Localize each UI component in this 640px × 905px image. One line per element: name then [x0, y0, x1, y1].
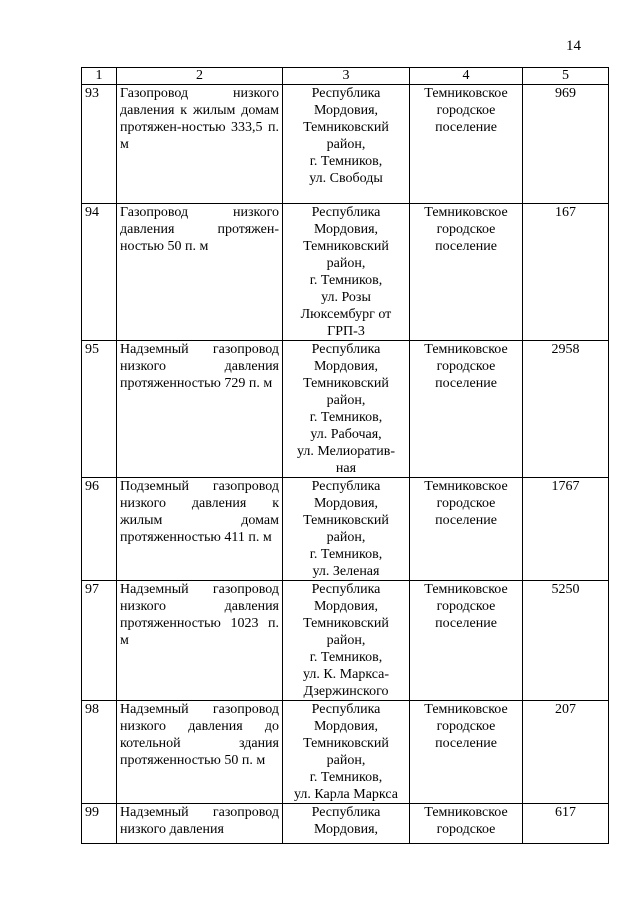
address-line: г. Темников, — [309, 650, 383, 665]
address-line: ул. К. Маркса- — [302, 667, 390, 682]
owner — [410, 478, 523, 581]
owner-line: Темниковское — [424, 86, 508, 101]
row-number: 98 — [82, 701, 117, 804]
table-body — [82, 68, 609, 844]
address-line: г. Темников, — [309, 770, 383, 785]
owner-line: поселение — [435, 513, 497, 528]
value: 207 — [523, 701, 609, 804]
address-line: Республика — [311, 582, 381, 597]
owner-line: городское — [436, 359, 496, 374]
object-name: Газопровод низкого давления к жилым домам протяжен-ностью 333,5 п. м — [117, 85, 283, 204]
column-header: 5 — [523, 68, 609, 85]
address-line: Мордовия, — [313, 496, 379, 511]
table-row — [82, 701, 609, 804]
address-line: Мордовия, — [313, 719, 379, 734]
owner-line: городское — [436, 719, 496, 734]
object-name: Подземный газопровод низкого давления к жилым домам протяженностью 411 п. м — [117, 478, 283, 581]
value: 617 — [523, 804, 609, 844]
owner-line: поселение — [435, 239, 497, 254]
table-row — [82, 581, 609, 701]
address-line: Республика — [311, 86, 381, 101]
object-address — [283, 85, 410, 204]
owner-line: поселение — [435, 376, 497, 391]
value: 5250 — [523, 581, 609, 701]
owner-line: Темниковское — [424, 205, 508, 220]
address-line: ГРП-3 — [327, 324, 365, 339]
address-line: Темниковский — [303, 513, 389, 528]
address-line: ул. Зеленая — [312, 564, 380, 579]
address-line: ул. Мелиоратив- — [296, 444, 396, 459]
owner-line: поселение — [435, 616, 497, 631]
address-line: ная — [335, 461, 357, 476]
object-address — [283, 204, 410, 341]
address-line: район, — [326, 753, 366, 768]
address-line: ул. Розы — [321, 290, 371, 305]
address-line: Мордовия, — [313, 822, 379, 837]
row-number: 97 — [82, 581, 117, 701]
address-line: район, — [326, 530, 366, 545]
owner-line: Темниковское — [424, 582, 508, 597]
address-line: г. Темников, — [309, 410, 383, 425]
address-line: Республика — [311, 805, 381, 820]
value: 2958 — [523, 341, 609, 478]
address-line: Мордовия, — [313, 103, 379, 118]
address-line: Республика — [311, 479, 381, 494]
table-row — [82, 204, 609, 341]
owner-line: поселение — [435, 736, 497, 751]
table-row — [82, 85, 609, 204]
address-line: район, — [326, 256, 366, 271]
row-number: 99 — [82, 804, 117, 844]
table-row — [82, 341, 609, 478]
column-header: 3 — [283, 68, 410, 85]
object-name: Надземный газопровод низкого давления протяженностью 729 п. м — [117, 341, 283, 478]
address-line: г. Темников, — [309, 547, 383, 562]
table-row — [82, 478, 609, 581]
address-line: Республика — [311, 342, 381, 357]
address-line: г. Темников, — [309, 273, 383, 288]
address-line: район, — [326, 393, 366, 408]
object-address — [283, 341, 410, 478]
row-number: 94 — [82, 204, 117, 341]
address-line: Мордовия, — [313, 599, 379, 614]
owner-line: Темниковское — [424, 479, 508, 494]
row-number: 96 — [82, 478, 117, 581]
owner — [410, 204, 523, 341]
address-line: Мордовия, — [313, 359, 379, 374]
value: 167 — [523, 204, 609, 341]
address-line: район, — [326, 137, 366, 152]
address-line: ул. Карла Маркса — [294, 787, 398, 802]
owner — [410, 804, 523, 844]
object-address — [283, 701, 410, 804]
table-row — [82, 804, 609, 844]
object-name: Надземный газопровод низкого давления — [117, 804, 283, 844]
owner — [410, 581, 523, 701]
object-address — [283, 804, 410, 844]
owner-line: городское — [436, 599, 496, 614]
object-name: Газопровод низкого давления протяжен-ностью 50 п. м — [117, 204, 283, 341]
address-line: Темниковский — [303, 616, 389, 631]
owner-line: Темниковское — [424, 702, 508, 717]
page-number: 14 — [566, 38, 581, 54]
object-name: Надземный газопровод низкого давления протяженностью 1023 п. м — [117, 581, 283, 701]
address-line: Дзержинского — [303, 684, 389, 699]
value: 969 — [523, 85, 609, 204]
object-address — [283, 581, 410, 701]
owner-line: городское — [436, 822, 496, 837]
owner-line: городское — [436, 103, 496, 118]
address-line: Темниковский — [303, 120, 389, 135]
address-line: Республика — [311, 702, 381, 717]
owner — [410, 341, 523, 478]
column-header: 1 — [82, 68, 117, 85]
column-header: 2 — [117, 68, 283, 85]
address-line: ул. Рабочая, — [310, 427, 382, 442]
address-line: район, — [326, 633, 366, 648]
address-line: Республика — [311, 205, 381, 220]
address-line: Люксембург от — [300, 307, 392, 322]
owner — [410, 85, 523, 204]
address-line: Темниковский — [303, 736, 389, 751]
object-name: Надземный газопровод низкого давления до котельной здания протяженностью 50 п. м — [117, 701, 283, 804]
address-line: Мордовия, — [313, 222, 379, 237]
table-header-row — [82, 68, 609, 85]
registry-table — [81, 67, 609, 844]
address-line: г. Темников, — [309, 154, 383, 169]
address-line: Темниковский — [303, 239, 389, 254]
owner — [410, 701, 523, 804]
owner-line: поселение — [435, 120, 497, 135]
owner-line: Темниковское — [424, 342, 508, 357]
owner-line: городское — [436, 222, 496, 237]
row-number: 95 — [82, 341, 117, 478]
object-address — [283, 478, 410, 581]
column-header: 4 — [410, 68, 523, 85]
address-line: ул. Свободы — [309, 171, 383, 186]
address-line: Темниковский — [303, 376, 389, 391]
owner-line: Темниковское — [424, 805, 508, 820]
row-number: 93 — [82, 85, 117, 204]
owner-line: городское — [436, 496, 496, 511]
value: 1767 — [523, 478, 609, 581]
